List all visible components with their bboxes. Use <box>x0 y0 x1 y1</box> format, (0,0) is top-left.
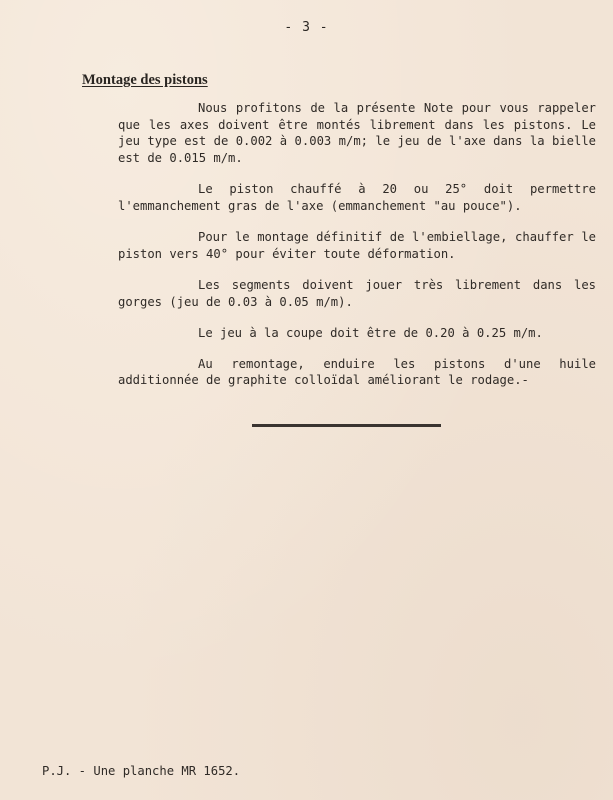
paragraph-segments: Les segments doivent jouer très librement dans les gorges (jeu de 0.03 à 0.05 m/m). <box>118 278 596 309</box>
section-title: Montage des pistons <box>82 72 208 88</box>
section-divider <box>252 424 441 427</box>
page-number: - 3 - <box>284 20 329 35</box>
paragraph-piston-heating: Le piston chauffé à 20 ou 25° doit permettre l'emmanchement gras de l'axe (emmanchement "au pouce"). <box>118 182 596 213</box>
paragraph-axes: Nous profitons de la présente Note pour vous rappeler que les axes doivent être montés librement dans les pistons. Le jeu type est de 0.002 à 0.003 m/m; le jeu de l'axe dans la bielle est de 0.015 m/m. <box>118 101 596 165</box>
paragraph-jeu-coupe: Le jeu à la coupe doit être de 0.20 à 0.25 m/m. <box>198 326 543 340</box>
paragraph-embiellage: Pour le montage définitif de l'embiellage, chauffer le piston vers 40° pour éviter toute déformation. <box>118 230 596 261</box>
body-text <box>118 100 596 404</box>
footer-attachment: P.J. - Une planche MR 1652. <box>42 764 241 778</box>
paragraph-remontage: Au remontage, enduire les pistons d'une huile additionnée de graphite colloïdal améliorant le rodage.- <box>118 356 596 387</box>
